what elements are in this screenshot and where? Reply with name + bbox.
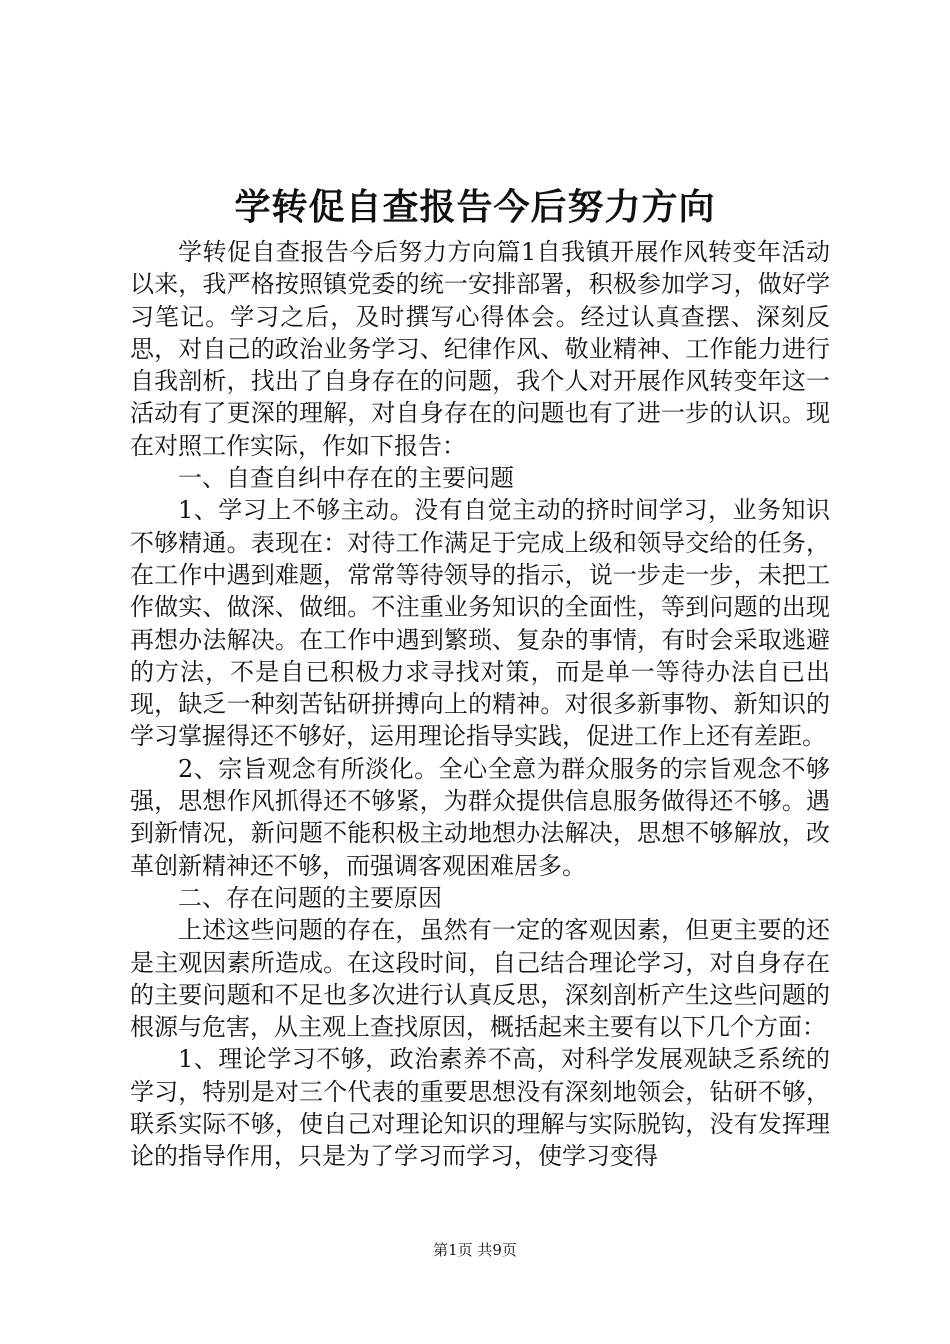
paragraph-issue-2: 2、宗旨观念有所淡化。全心全意为群众服务的宗旨观念不够强，思想作风抓得还不够紧，为群众提供信息服务做得还不够。遇到新情况，新问题不能积极主动地想办法解决，思想不够解放，改革创新精神还不够，而强调客观困难居多。: [130, 754, 830, 880]
paragraph-intro: 学转促自查报告今后努力方向篇1自我镇开展作风转变年活动以来，我严格按照镇党委的统一安排部署，积极参加学习，做好学习笔记。学习之后，及时撰写心得体会。经过认真查摆、深刻反思，对自己的政治业务学习、纪律作风、敬业精神、工作能力进行自我剖析，找出了自身存在的问题，我个人对开展作风转变年这一活动有了更深的理解，对自身存在的问题也有了进一步的认识。现在对照工作实际，作如下报告：: [130, 238, 830, 460]
paragraph-cause-1: 1、理论学习不够，政治素养不高，对科学发展观缺乏系统的学习，特别是对三个代表的重要思想没有深刻地领会，钻研不够，联系实际不够，使自己对理论知识的理解与实际脱钩，没有发挥理论的指导作用，只是为了学习而学习，使学习变得: [130, 1045, 830, 1171]
page-number-footer: 第1页 共9页: [433, 1241, 517, 1259]
paragraph-causes-intro: 上述这些问题的存在，虽然有一定的客观因素，但更主要的还是主观因素所造成。在这段时间，自己结合理论学习，对自身存在的主要问题和不足也多次进行认真反思，深刻剖析产生这些问题的根源与危害，从主观上查找原因，概括起来主要有以下几个方面：: [130, 916, 830, 1042]
document-body: [130, 236, 830, 1173]
heading-section-2: 二、存在问题的主要原因: [178, 883, 442, 912]
heading-section-1: 一、自查自纠中存在的主要问题: [178, 464, 514, 493]
paragraph-issue-1: 1、学习上不够主动。没有自觉主动的挤时间学习，业务知识不够精通。表现在：对待工作满足于完成上级和领导交给的任务，在工作中遇到难题，常常等待领导的指示，说一步走一步，未把工作做实、做深、做细。不注重业务知识的全面性，等到问题的出现再想办法解决。在工作中遇到繁琐、复杂的事情，有时会采取逃避的方法，不是自已积极力求寻找对策，而是单一等待办法自已出现，缺乏一种刻苦钻研拼搏向上的精神。对很多新事物、新知识的学习掌握得还不够好，运用理论指导实践，促进工作上还有差距。: [130, 496, 830, 751]
document-title: 学转促自查报告今后努力方向: [234, 187, 716, 228]
